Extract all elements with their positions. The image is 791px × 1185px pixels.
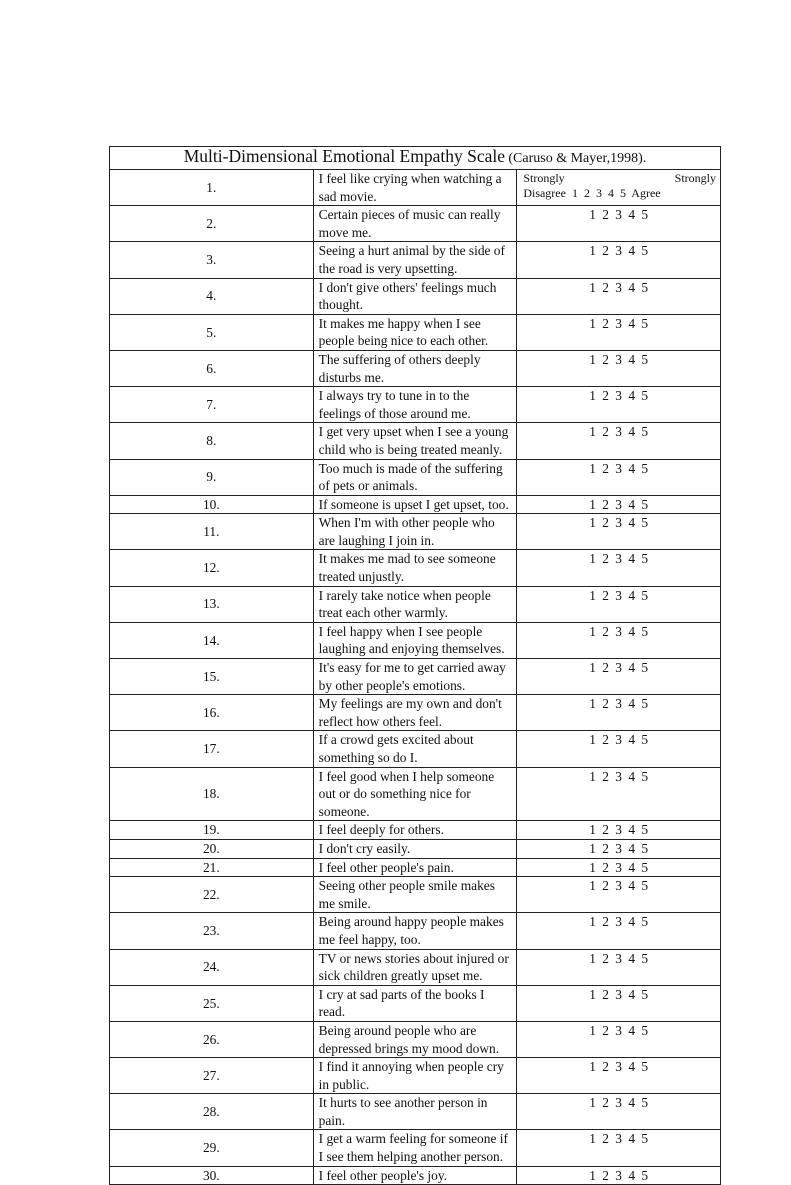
item-text: I find it annoying when people cry in public. — [313, 1058, 517, 1094]
response-options: 1 2 3 4 5 — [517, 350, 721, 386]
item-number: 24. — [110, 949, 314, 985]
item-text: Being around people who are depressed brings my mood down. — [313, 1021, 517, 1057]
response-options: 1 2 3 4 5 — [517, 423, 721, 459]
item-row — [110, 767, 721, 821]
response-options: 1 2 3 4 5 — [517, 206, 721, 242]
item-number: 8. — [110, 423, 314, 459]
item-number: 19. — [110, 821, 314, 840]
item-number: 26. — [110, 1021, 314, 1057]
item-row — [110, 1021, 721, 1057]
scale-table-body — [110, 147, 721, 1185]
item-row — [110, 514, 721, 550]
title-cell — [110, 147, 721, 170]
response-options: 1 2 3 4 5 — [517, 821, 721, 840]
item-number: 1. — [110, 170, 314, 206]
item-row — [110, 170, 721, 206]
item-text: If someone is upset I get upset, too. — [313, 495, 517, 514]
item-text: My feelings are my own and don't reflect how others feel. — [313, 695, 517, 731]
item-text: I rarely take notice when people treat each other warmly. — [313, 586, 517, 622]
item-text: Too much is made of the suffering of pets or animals. — [313, 459, 517, 495]
item-row — [110, 731, 721, 767]
response-header — [517, 170, 721, 206]
item-number: 21. — [110, 858, 314, 877]
title-row — [110, 147, 721, 170]
response-options: 1 2 3 4 5 — [517, 550, 721, 586]
item-text: When I'm with other people who are laughing I join in. — [313, 514, 517, 550]
item-row — [110, 622, 721, 658]
item-row — [110, 1058, 721, 1094]
item-number: 18. — [110, 767, 314, 821]
scale-citation: (Caruso & Mayer,1998). — [508, 151, 647, 167]
item-text: I don't cry easily. — [313, 839, 517, 858]
item-text: I get a warm feeling for someone if I see them helping another person. — [313, 1130, 517, 1166]
item-number: 23. — [110, 913, 314, 949]
empathy-scale-table — [109, 146, 721, 1185]
response-options: 1 2 3 4 5 — [517, 1058, 721, 1094]
item-row — [110, 877, 721, 913]
item-text: If a crowd gets excited about something so do I. — [313, 731, 517, 767]
anchor-right-label: Strongly — [674, 171, 716, 185]
item-text: I feel other people's joy. — [313, 1166, 517, 1185]
item-row — [110, 858, 721, 877]
item-text: It makes me mad to see someone treated unjustly. — [313, 550, 517, 586]
anchor-left-label: Strongly — [523, 171, 565, 185]
response-options: 1 2 3 4 5 — [517, 877, 721, 913]
item-number: 17. — [110, 731, 314, 767]
item-row — [110, 495, 721, 514]
item-row — [110, 350, 721, 386]
item-text: It's easy for me to get carried away by other people's emotions. — [313, 659, 517, 695]
item-number: 2. — [110, 206, 314, 242]
item-text: The suffering of others deeply disturbs me. — [313, 350, 517, 386]
response-options: 1 2 3 4 5 — [517, 731, 721, 767]
response-options: 1 2 3 4 5 — [517, 278, 721, 314]
item-text: It hurts to see another person in pain. — [313, 1094, 517, 1130]
item-row — [110, 1166, 721, 1185]
response-options: 1 2 3 4 5 — [517, 858, 721, 877]
item-row — [110, 985, 721, 1021]
response-options: 1 2 3 4 5 — [517, 1130, 721, 1166]
response-options: 1 2 3 4 5 — [517, 459, 721, 495]
item-number: 16. — [110, 695, 314, 731]
item-text: Seeing a hurt animal by the side of the road is very upsetting. — [313, 242, 517, 278]
item-text: I feel deeply for others. — [313, 821, 517, 840]
item-text: I cry at sad parts of the books I read. — [313, 985, 517, 1021]
item-row — [110, 949, 721, 985]
item-number: 30. — [110, 1166, 314, 1185]
item-number: 28. — [110, 1094, 314, 1130]
item-number: 4. — [110, 278, 314, 314]
item-number: 14. — [110, 622, 314, 658]
item-row — [110, 242, 721, 278]
item-text: I feel happy when I see people laughing and enjoying themselves. — [313, 622, 517, 658]
item-row — [110, 206, 721, 242]
item-number: 9. — [110, 459, 314, 495]
item-number: 6. — [110, 350, 314, 386]
response-options: 1 2 3 4 5 — [517, 659, 721, 695]
item-number: 22. — [110, 877, 314, 913]
response-options: 1 2 3 4 5 — [517, 767, 721, 821]
item-text: Being around happy people makes me feel happy, too. — [313, 913, 517, 949]
item-text: I get very upset when I see a young child who is being treated meanly. — [313, 423, 517, 459]
item-row — [110, 839, 721, 858]
item-text: I feel other people's pain. — [313, 858, 517, 877]
item-row — [110, 278, 721, 314]
item-number: 5. — [110, 314, 314, 350]
item-row — [110, 423, 721, 459]
item-text: I always try to tune in to the feelings of those around me. — [313, 387, 517, 423]
item-number: 12. — [110, 550, 314, 586]
response-options: 1 2 3 4 5 — [517, 1166, 721, 1185]
item-number: 11. — [110, 514, 314, 550]
item-row — [110, 314, 721, 350]
response-options: 1 2 3 4 5 — [517, 1021, 721, 1057]
item-text: It makes me happy when I see people being nice to each other. — [313, 314, 517, 350]
item-number: 10. — [110, 495, 314, 514]
response-options: 1 2 3 4 5 — [517, 913, 721, 949]
item-number: 3. — [110, 242, 314, 278]
item-row — [110, 821, 721, 840]
item-row — [110, 1094, 721, 1130]
response-options: 1 2 3 4 5 — [517, 314, 721, 350]
item-number: 27. — [110, 1058, 314, 1094]
response-options: 1 2 3 4 5 — [517, 586, 721, 622]
item-row — [110, 586, 721, 622]
response-options: 1 2 3 4 5 — [517, 839, 721, 858]
response-options: 1 2 3 4 5 — [517, 949, 721, 985]
response-options: 1 2 3 4 5 — [517, 1094, 721, 1130]
response-options: 1 2 3 4 5 — [517, 985, 721, 1021]
item-text: I feel like crying when watching a sad movie. — [313, 170, 517, 206]
item-row — [110, 913, 721, 949]
item-row — [110, 550, 721, 586]
item-row — [110, 387, 721, 423]
item-number: 29. — [110, 1130, 314, 1166]
response-options: 1 2 3 4 5 — [517, 514, 721, 550]
item-number: 25. — [110, 985, 314, 1021]
response-options: 1 2 3 4 5 — [517, 622, 721, 658]
item-number: 20. — [110, 839, 314, 858]
item-row — [110, 1130, 721, 1166]
response-options: 1 2 3 4 5 — [517, 387, 721, 423]
item-number: 15. — [110, 659, 314, 695]
response-header-scale: Disagree 1 2 3 4 5 Agree — [523, 185, 661, 200]
item-text: Seeing other people smile makes me smile. — [313, 877, 517, 913]
response-options: 1 2 3 4 5 — [517, 242, 721, 278]
item-number: 13. — [110, 586, 314, 622]
item-text: TV or news stories about injured or sick children greatly upset me. — [313, 949, 517, 985]
item-row — [110, 695, 721, 731]
item-row — [110, 459, 721, 495]
item-text: Certain pieces of music can really move me. — [313, 206, 517, 242]
item-text: I don't give others' feelings much thought. — [313, 278, 517, 314]
scale-title: Multi-Dimensional Emotional Empathy Scale — [183, 146, 506, 167]
response-options: 1 2 3 4 5 — [517, 695, 721, 731]
item-row — [110, 659, 721, 695]
item-text: I feel good when I help someone out or do something nice for someone. — [313, 767, 517, 821]
item-number: 7. — [110, 387, 314, 423]
response-options: 1 2 3 4 5 — [517, 495, 721, 514]
